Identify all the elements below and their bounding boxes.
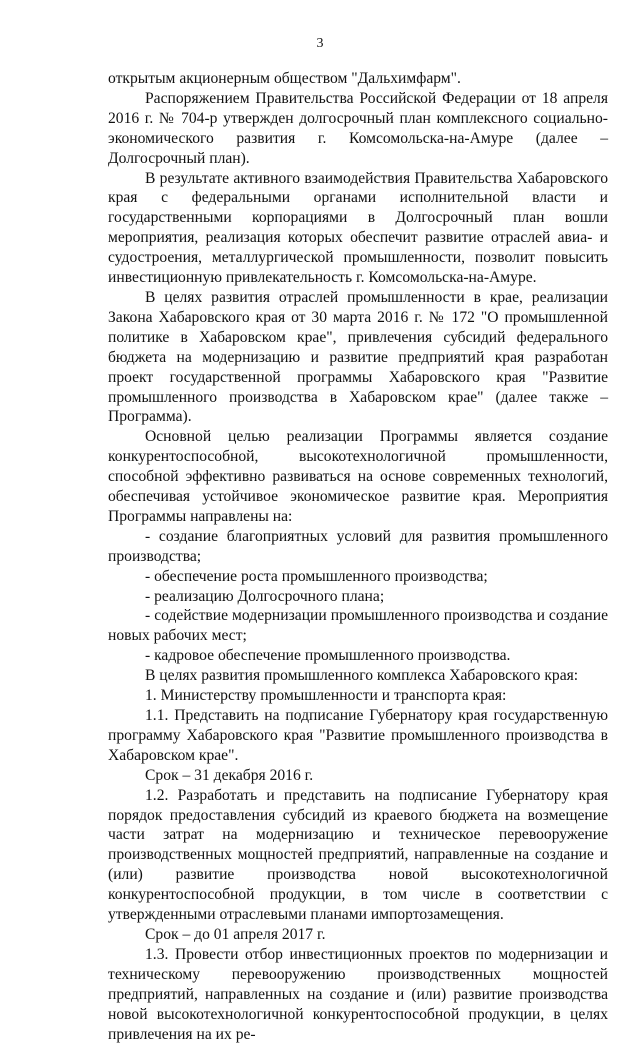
paragraph: - обеспечение роста промышленного производства; [145,567,488,585]
page-number: 3 [316,36,324,51]
paragraph: В целях развития отраслей промышленности в крае, реализации Закона Хабаровского края от 30 марта 2016 г. № 172 "О промышленной политике в Хабаровском крае", привлечения субсидий федерального бюджета на модернизацию и развитие предприятий края разработан проект государственной программы Хабаровского края "Развитие промышленного производства в Хабаровском крае" (далее также – Программа). [108,288,608,426]
paragraph: 1.2. Разработать и представить на подписание Губернатору края порядок предоставления субсидий из краевого бюджета на возмещение части затрат на модернизацию и техническое перевооружение производственных мощностей предприятий, направленные на создание и (или) развитие производства новой высокотехнологичной конкурентоспособной продукции, в том числе в соответствии с утвержденными отраслевыми планами импортозамещения. [108,786,608,924]
paragraph: открытым акционерным обществом "Дальхимфарм". [108,70,461,87]
paragraph: 1.3. Провести отбор инвестиционных проектов по модернизации и техническому перевооружению производственных мощностей предприятий, направленных на создание и (или) развитие производства новой высокотехнологичной конкурентоспособной продукции, в целях привлечения на их ре- [108,945,608,1043]
paragraph: В целях развития промышленного комплекса Хабаровского края: [145,667,579,685]
paragraph: - содействие модернизации промышленного производства и создание новых рабочих мест; [108,607,608,645]
paragraph: Распоряжением Правительства Российской Федерации от 18 апреля 2016 г. № 704-р утвержден долгосрочный план комплексного социально-экономического развития г. Комсомольска-на-Амуре (далее – Долгосрочный план). [108,89,608,167]
paragraph: 1.1. Представить на подписание Губернатору края государственную программу Хабаровского края "Развитие промышленного производства в Хабаровском крае". [108,707,608,764]
paragraph: - реализацию Долгосрочного плана; [145,587,385,605]
paragraph: - кадровое обеспечение промышленного производства. [145,647,511,665]
paragraph: 1. Министерству промышленности и транспорта края: [145,687,507,705]
paragraph: Срок – 31 декабря 2016 г. [145,766,314,784]
paragraph: Основной целью реализации Программы является создание конкурентоспособной, высокотехнологичной промышленности, способной эффективно развиваться на основе современных технологий, обеспечивая устойчивое экономическое развитие края. Мероприятия Программы направлены на: [108,428,608,525]
document-body [108,69,608,1044]
paragraph: В результате активного взаимодействия Правительства Хабаровского края с федеральными органами исполнительной власти и государственными корпорациями в Долгосрочный план вошли мероприятия, реализация которых обеспечит развитие отраслей авиа- и судостроения, металлургической промышленности, позволит повысить инвестиционную привлекательность г. Комсомольска-на-Амуре. [108,169,608,287]
paragraph: Срок – до 01 апреля 2017 г. [145,925,326,943]
paragraph: - создание благоприятных условий для развития промышленного производства; [108,527,608,565]
